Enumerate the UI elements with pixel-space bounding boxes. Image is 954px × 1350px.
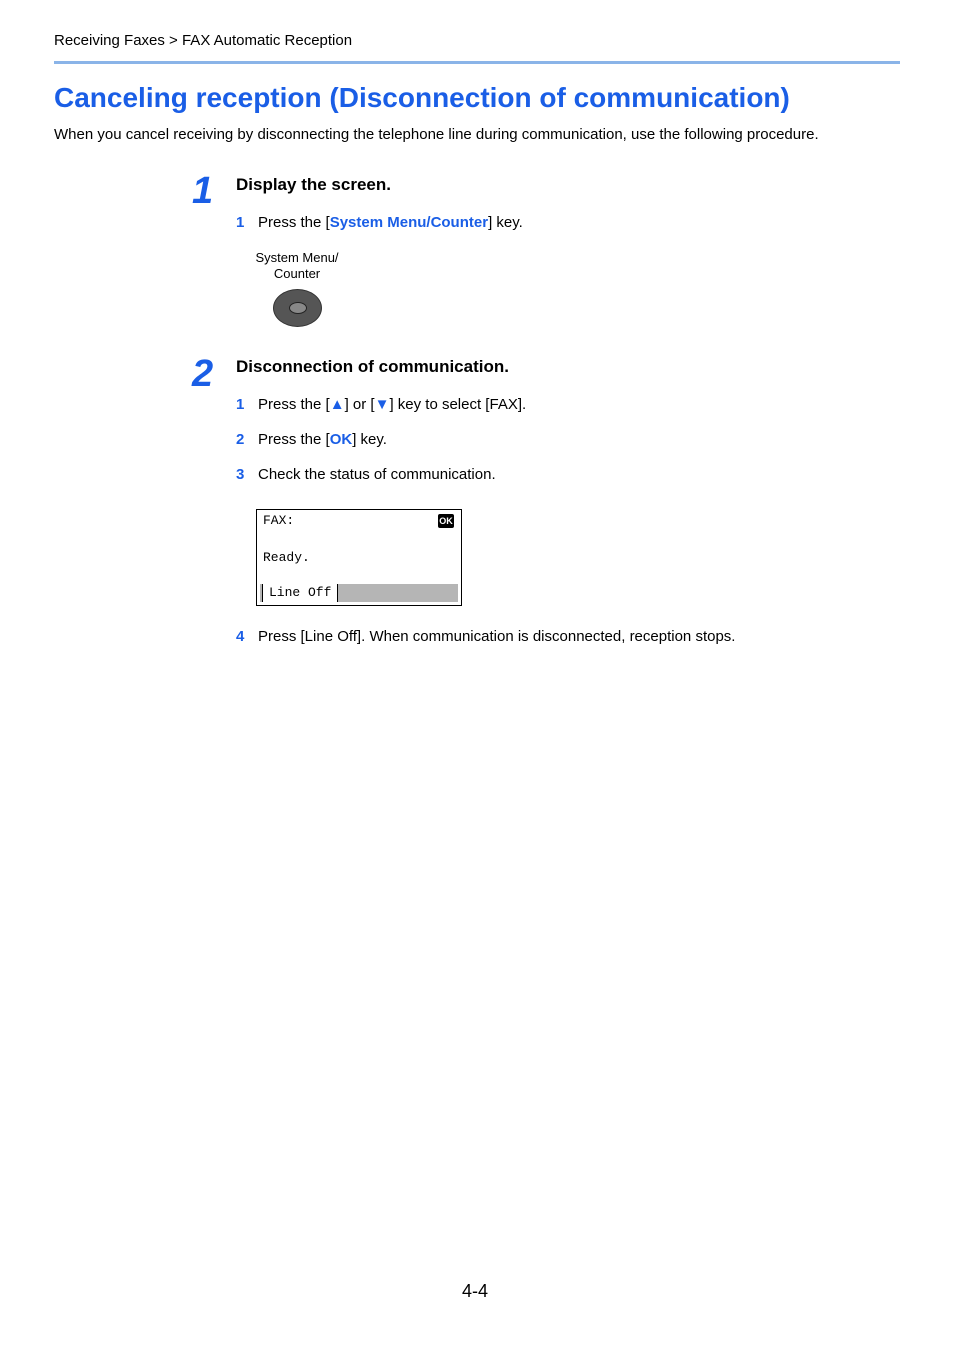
page-number: 4-4 bbox=[462, 1281, 489, 1301]
substep-2-2 bbox=[236, 431, 387, 448]
key-name-ok: OK bbox=[329, 431, 353, 448]
key-name-system-menu: System Menu/Counter bbox=[329, 214, 489, 231]
substep-text: ] key. bbox=[488, 214, 523, 231]
substep-number: 1 bbox=[236, 214, 245, 231]
key-button-face bbox=[289, 302, 307, 314]
substep-text: Press the [ bbox=[258, 396, 330, 413]
key-label-line: System Menu/ bbox=[255, 250, 339, 265]
step-number-1: 1 bbox=[192, 170, 214, 212]
substep-number: 3 bbox=[236, 466, 245, 483]
up-arrow-icon: ▲ bbox=[329, 396, 345, 413]
substep-text: ] key to select [FAX]. bbox=[389, 396, 527, 413]
down-arrow-icon: ▼ bbox=[374, 396, 390, 413]
step-title-1: Display the screen. bbox=[236, 175, 391, 194]
substep-text: Check the status of communication. bbox=[258, 466, 496, 483]
step-number-2: 2 bbox=[192, 353, 214, 395]
substep-number: 2 bbox=[236, 431, 245, 448]
breadcrumb: Receiving Faxes > FAX Automatic Reception bbox=[54, 32, 353, 49]
substep-text: Press [Line Off]. When communication is disconnected, reception stops. bbox=[258, 628, 736, 645]
ok-badge-icon: OK bbox=[439, 516, 453, 526]
substep-1-1 bbox=[236, 214, 523, 231]
system-menu-key-label bbox=[244, 250, 350, 282]
substep-text: ] or [ bbox=[344, 396, 375, 413]
substep-2-3 bbox=[236, 466, 496, 483]
step-title-2: Disconnection of communication. bbox=[236, 357, 509, 376]
lcd-screen bbox=[256, 509, 462, 606]
lcd-status: Ready. bbox=[263, 550, 310, 565]
substep-2-1 bbox=[236, 396, 526, 413]
substep-text: Press the [ bbox=[258, 214, 330, 231]
page-title: Canceling reception (Disconnection of communication) bbox=[54, 82, 790, 113]
substep-number: 4 bbox=[236, 628, 245, 645]
substep-2-4 bbox=[236, 628, 735, 645]
system-menu-key-icon bbox=[273, 289, 322, 327]
intro-text: When you cancel receiving by disconnecting the telephone line during communication, use the following procedure. bbox=[54, 126, 819, 143]
substep-number: 1 bbox=[236, 396, 245, 413]
substep-text: Press the [ bbox=[258, 431, 330, 448]
substep-text: ] key. bbox=[352, 431, 387, 448]
key-label-line: Counter bbox=[273, 266, 321, 281]
lcd-fax-label: FAX: bbox=[263, 513, 295, 528]
header-divider bbox=[54, 61, 900, 64]
line-off-softkey[interactable]: Line Off bbox=[262, 584, 338, 602]
